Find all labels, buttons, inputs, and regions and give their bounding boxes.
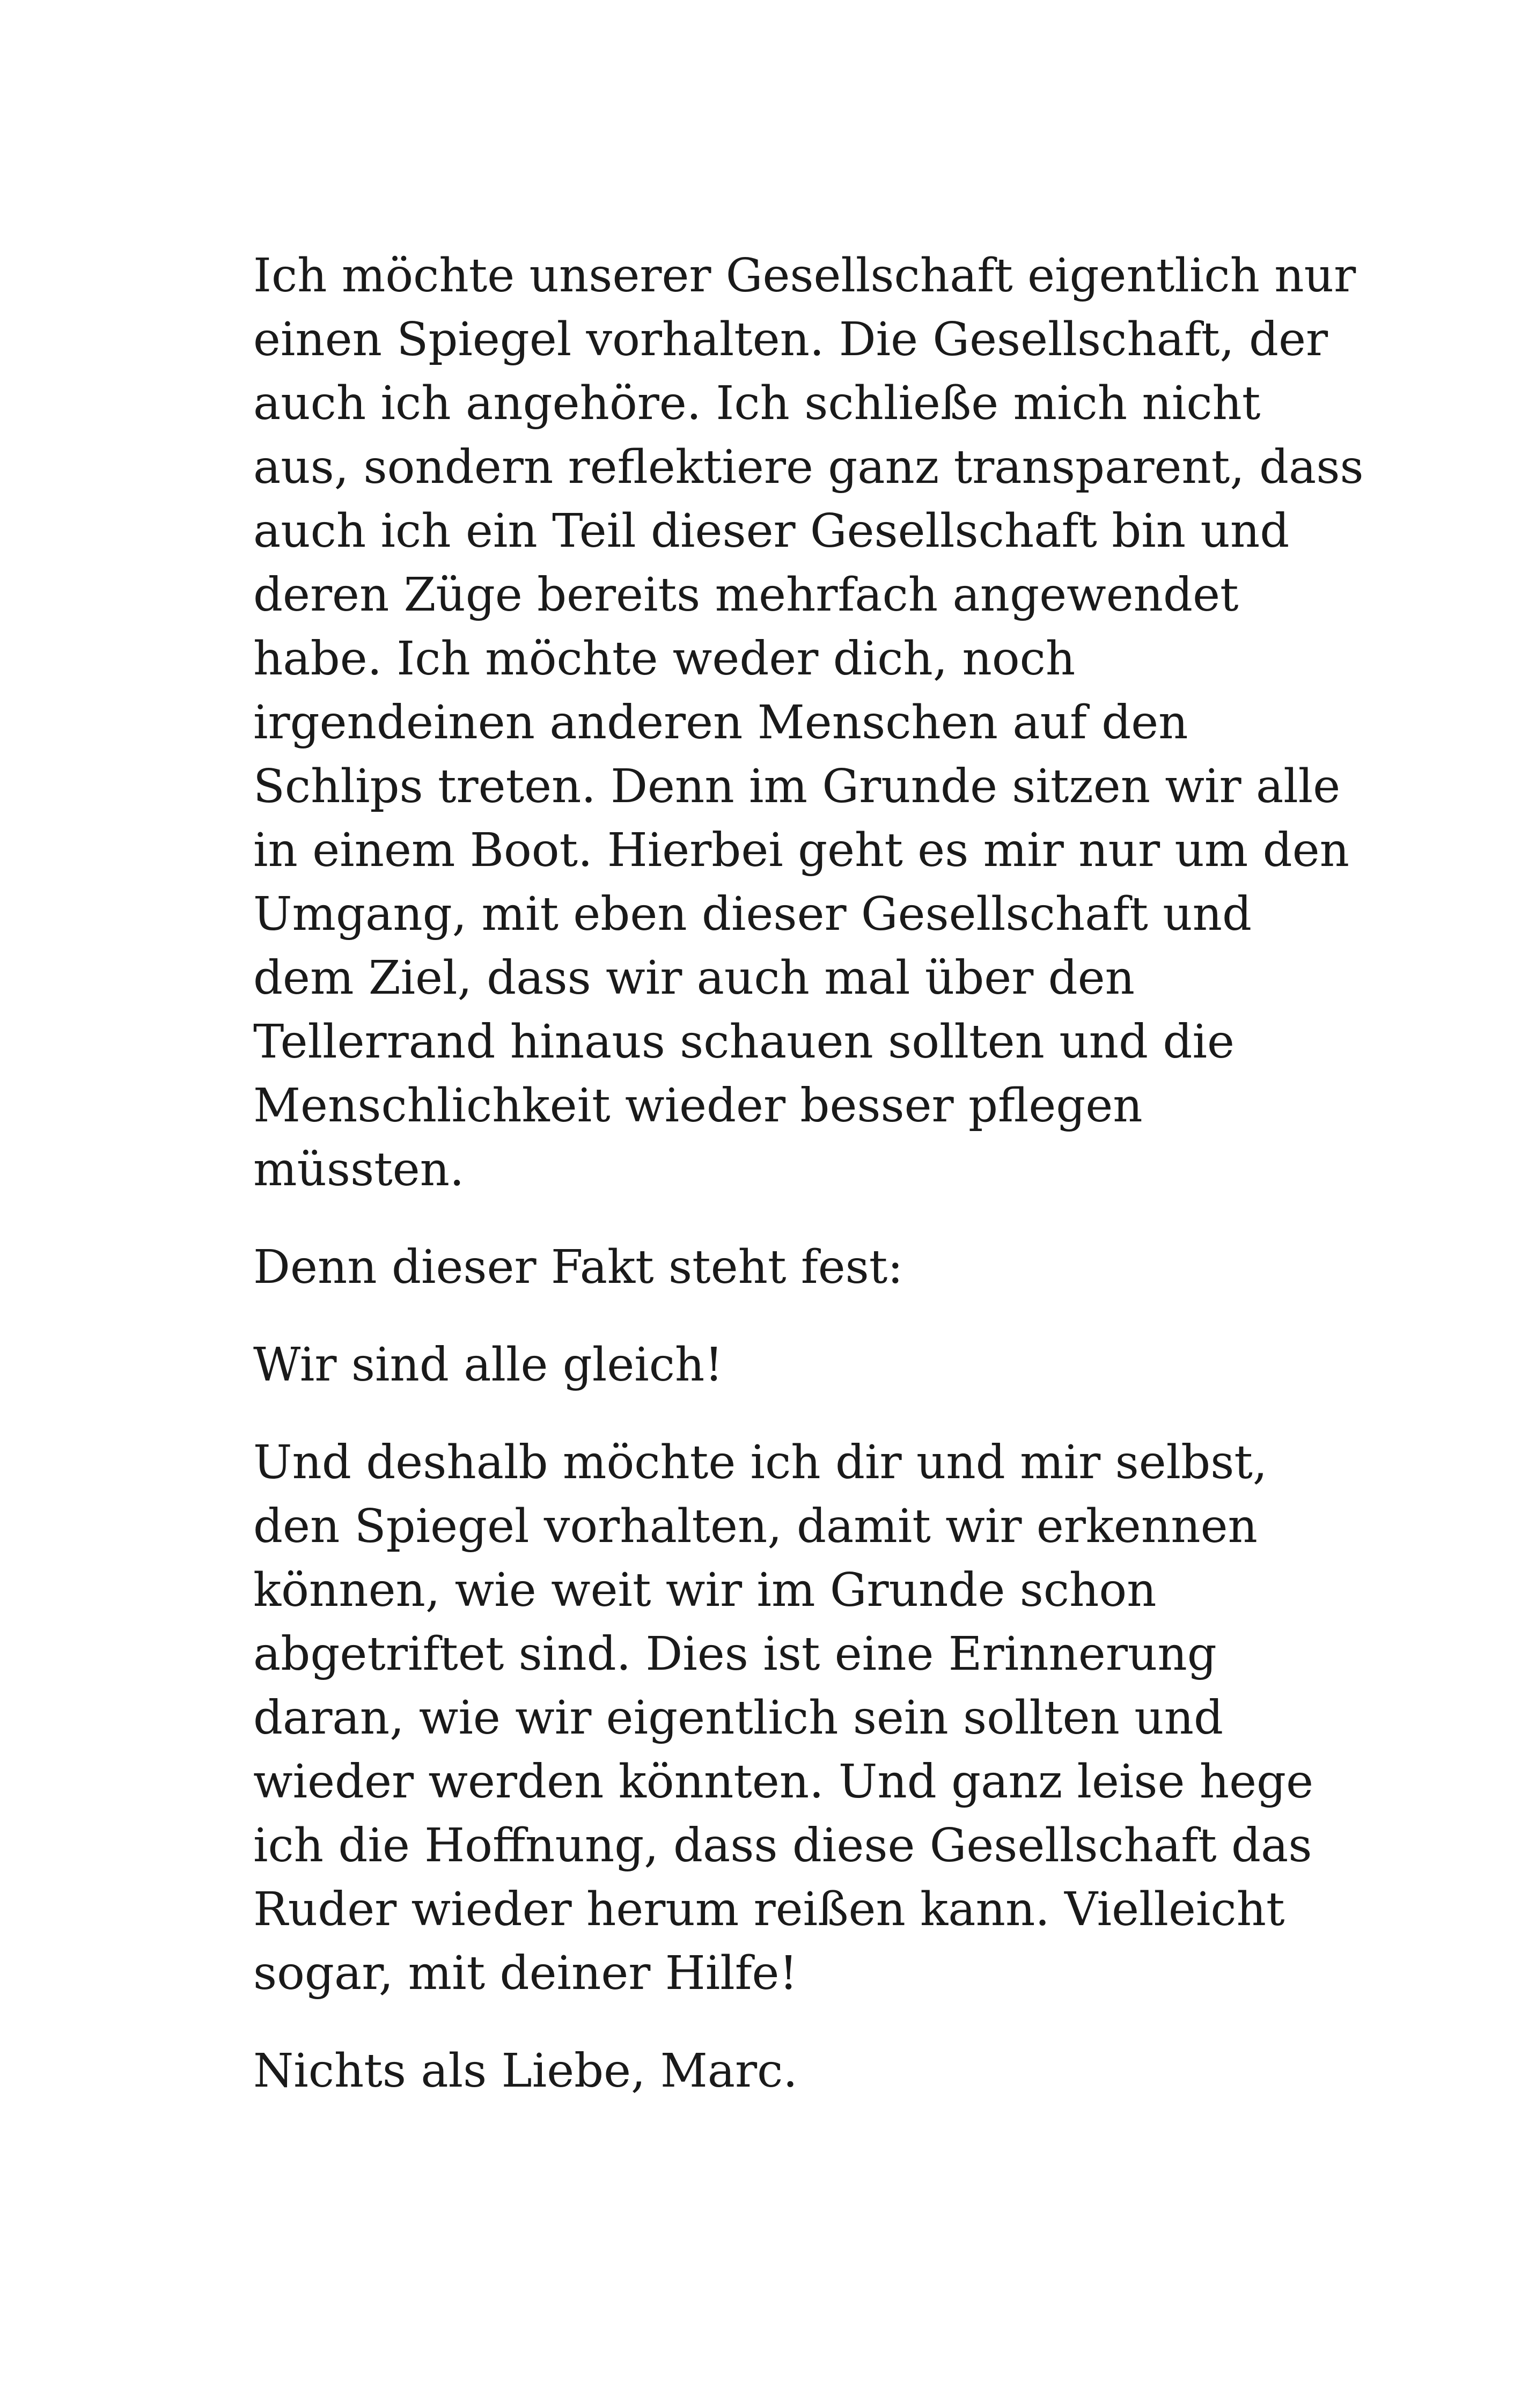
text-line: Und deshalb möchte ich dir und mir selbst,: [253, 1436, 1268, 1489]
text-line: in einem Boot. Hierbei geht es mir nur um den: [253, 824, 1350, 877]
text-line: ich die Hoffnung, dass diese Gesellschaft das: [253, 1819, 1312, 1873]
text-line: wieder werden könnten. Und ganz leise hege: [253, 1755, 1313, 1809]
text-line: daran, wie wir eigentlich sein sollten und: [253, 1691, 1224, 1745]
text-line: können, wie weit wir im Grunde schon: [253, 1563, 1157, 1617]
text-line: Wir sind alle gleich!: [253, 1338, 723, 1392]
text-line: Schlips treten. Denn im Grunde sitzen wir alle: [253, 760, 1341, 813]
text-line: deren Züge bereits mehrfach angewendet: [253, 568, 1239, 622]
text-line: Ich möchte unserer Gesellschaft eigentlich nur: [253, 249, 1356, 303]
text-line: auch ich angehöre. Ich schließe mich nicht: [253, 377, 1261, 430]
text-line: habe. Ich möchte weder dich, noch: [253, 632, 1076, 686]
body-text: [253, 244, 1364, 2103]
text-line: abgetriftet sind. Dies ist eine Erinnerung: [253, 1627, 1217, 1681]
text-line: Tellerrand hinaus schauen sollten und die: [253, 1015, 1235, 1069]
paragraph-spacing: [253, 1300, 1316, 1333]
paragraph-fact: [253, 1236, 1316, 1300]
text-line: den Spiegel vorhalten, damit wir erkennen: [253, 1500, 1258, 1553]
text-line: Denn dieser Fakt steht fest:: [253, 1240, 903, 1294]
paragraph-statement: [253, 1333, 1316, 1397]
paragraph-signature: [253, 2039, 1316, 2103]
paragraph-hope: [253, 1431, 1316, 2006]
text-line: Ruder wieder herum reißen kann. Vielleicht: [253, 1883, 1285, 1936]
text-line: aus, sondern reflektiere ganz transparent, dass: [253, 441, 1364, 494]
text-line: einen Spiegel vorhalten. Die Gesellschaft, der: [253, 313, 1328, 366]
text-line: dem Ziel, dass wir auch mal über den: [253, 951, 1135, 1005]
text-line: sogar, mit deiner Hilfe!: [253, 1947, 798, 2000]
signature-line: Nichts als Liebe, Marc.: [253, 2044, 798, 2098]
paragraph-intro: [253, 244, 1364, 1202]
text-line: auch ich ein Teil dieser Gesellschaft bin und: [253, 504, 1290, 558]
text-line: Umgang, mit eben dieser Gesellschaft und: [253, 887, 1252, 941]
paragraph-spacing: [253, 1397, 1316, 1431]
paragraph-spacing: [253, 1202, 1316, 1236]
text-line: irgendeinen anderen Menschen auf den: [253, 696, 1188, 750]
paragraph-spacing: [253, 2006, 1316, 2039]
text-line: müssten.: [253, 1143, 465, 1196]
text-line: Menschlichkeit wieder besser pflegen: [253, 1079, 1143, 1133]
